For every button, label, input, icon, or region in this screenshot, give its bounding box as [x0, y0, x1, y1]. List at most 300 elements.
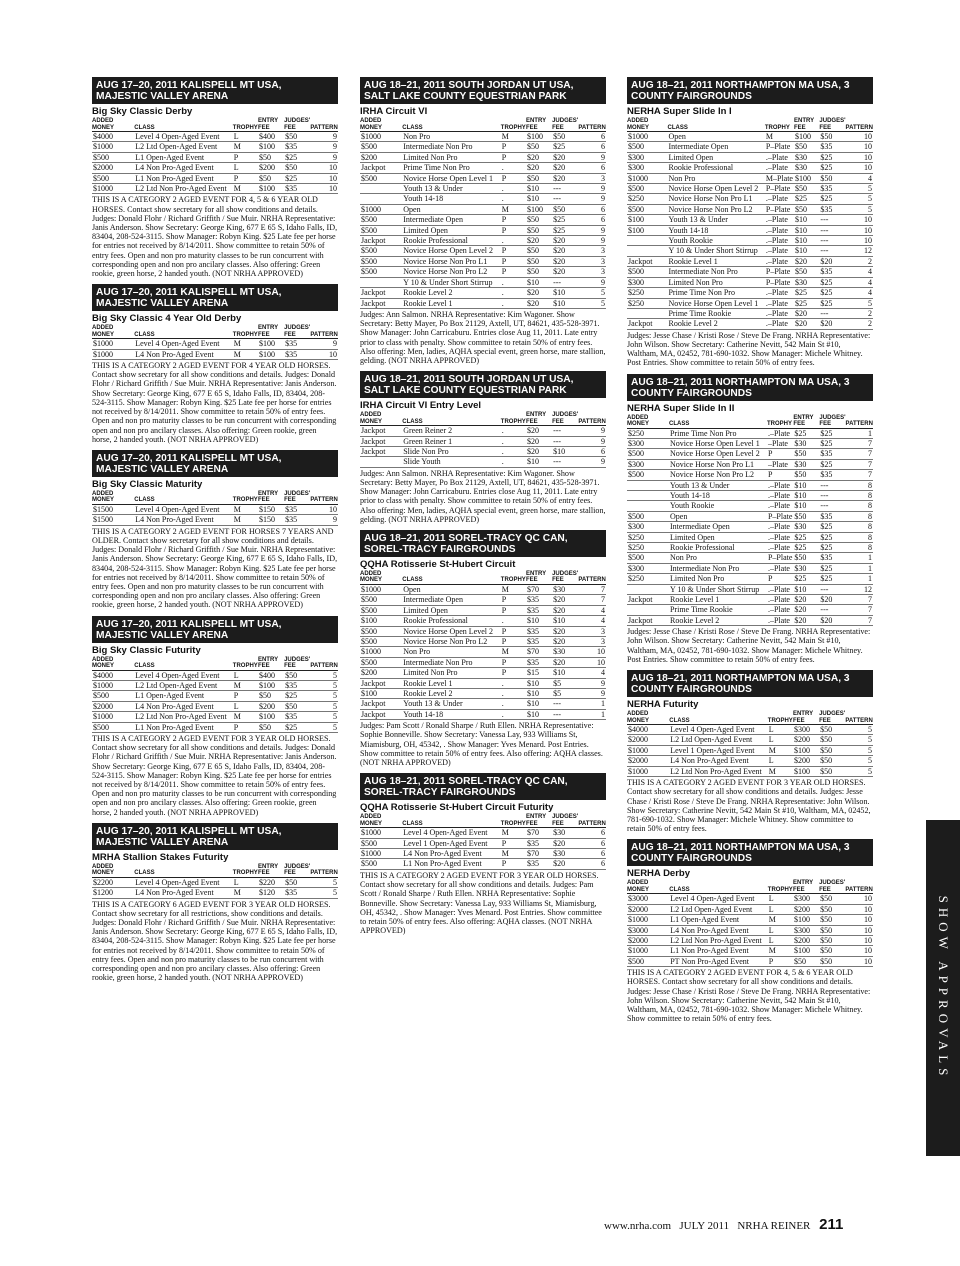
trophy-cell: .–Plate: [765, 194, 794, 204]
entry-fee-header-text: ENTRY: [257, 325, 279, 332]
table-row: [627, 563, 873, 573]
entry-fee-cell: $200: [258, 701, 284, 711]
class-header-text: CLASS: [134, 870, 155, 877]
pattern-cell: 9: [310, 515, 338, 525]
header-row: [360, 814, 606, 828]
class-cell: L4 Non Pro-Aged Event: [134, 349, 233, 359]
judges-fee-cell: $25: [819, 438, 845, 448]
side-tab-label: SHOW APPROVALS: [936, 895, 951, 1081]
pattern-cell: 9: [578, 426, 606, 436]
table-row: [627, 449, 873, 459]
added-money-cell: $500: [627, 204, 667, 214]
class-cell: Non Pro: [402, 647, 501, 657]
entry-fee-cell: $30: [793, 563, 819, 573]
table-row: [627, 470, 873, 480]
class-cell: Limited Non Pro: [402, 152, 501, 162]
added-money-cell: $1000: [360, 204, 402, 214]
table-row: [92, 339, 338, 349]
added-money-cell: Jackpot: [627, 319, 667, 329]
trophy-cell: .: [501, 426, 526, 436]
entry-fee-header-text: FEE: [792, 717, 805, 724]
class-cell: Intermediate Open: [402, 215, 501, 225]
added-money-header-text: MONEY: [92, 870, 115, 877]
show-banner: AUG 17–20, 2011 KALISPELL MT USA, MAJESTIC VALLEY ARENA: [92, 450, 338, 477]
class-cell: Y 10 & Under Short Stirrup: [669, 584, 767, 594]
added-money-header-text: ADDED: [360, 814, 382, 821]
entry-fee-cell: $10: [526, 699, 552, 709]
class-table-body: [627, 132, 873, 330]
added-money-cell: $2000: [627, 935, 669, 945]
entry-fee-cell: $200: [793, 935, 819, 945]
trophy-cell: L: [768, 925, 793, 935]
added-money-cell: $500: [360, 838, 402, 848]
pattern-cell: 5: [310, 691, 338, 701]
trophy-cell: P–Plate: [765, 267, 794, 277]
judges-fee-cell: $25: [552, 225, 578, 235]
trophy-header: [233, 491, 258, 505]
table-row: [627, 459, 873, 469]
pattern-cell: 1: [846, 553, 873, 563]
entry-fee-header-text: ENTRY: [792, 880, 814, 887]
class-cell: Slide Non Pro: [402, 446, 501, 456]
entry-fee-cell: $100: [793, 766, 819, 776]
pattern-cell: 2: [846, 256, 873, 266]
class-table-body: [360, 584, 606, 719]
header-row: [360, 571, 606, 585]
entry-fee-header-text: ENTRY: [793, 414, 814, 421]
judges-fee-header: [552, 571, 578, 585]
entry-fee-header: [526, 814, 552, 828]
added-money-cell: [627, 308, 667, 318]
class-cell: L2 Ltd Non Pro-Aged Event: [134, 184, 233, 194]
pattern-header-text: PATTERN: [578, 820, 606, 827]
trophy-cell: M: [233, 680, 258, 690]
entry-fee-cell: $35: [526, 626, 552, 636]
class-table-body: [360, 132, 606, 309]
entry-fee-header-text: ENTRY: [792, 711, 814, 718]
added-money-header-text: ADDED: [92, 325, 114, 332]
entry-fee-cell: $50: [793, 511, 819, 521]
trophy-cell: P: [501, 595, 526, 605]
entry-fee-cell: $200: [793, 904, 819, 914]
table-row: [360, 194, 606, 204]
added-money-cell: $250: [627, 543, 669, 553]
table-row: [360, 288, 606, 298]
added-money-cell: $500: [627, 511, 669, 521]
pattern-cell: 5: [846, 194, 873, 204]
class-table-body: [627, 725, 873, 777]
entry-fee-header: [526, 412, 552, 426]
header-row: [92, 491, 338, 505]
entry-fee-header-text: FEE: [793, 124, 806, 131]
pattern-cell: 5: [845, 725, 873, 735]
trophy-cell: M: [501, 132, 526, 142]
judges-fee-cell: $35: [819, 142, 845, 152]
added-money-header-text: ADDED: [92, 490, 114, 497]
added-money-cell: $1500: [92, 504, 134, 514]
entry-fee-cell: $70: [526, 584, 552, 594]
class-cell: Open: [667, 132, 764, 142]
pattern-cell: 9: [578, 689, 606, 699]
trophy-cell: –Plate: [767, 459, 793, 469]
added-money-cell: Jackpot: [360, 436, 402, 446]
class-cell: L2 Ltd Non Pro-Aged Event: [669, 766, 768, 776]
judges-fee-cell: $20: [552, 246, 578, 256]
trophy-cell: L: [768, 904, 793, 914]
trophy-header: [768, 880, 793, 894]
pattern-cell: 7: [846, 595, 873, 605]
pattern-cell: 8: [846, 501, 873, 511]
added-money-cell: Jackpot: [360, 699, 402, 709]
added-money-header-text: ADDED: [92, 863, 114, 870]
entry-fee-cell: $50: [793, 956, 819, 966]
entry-fee-cell: $20: [526, 436, 552, 446]
class-cell: Limited Open: [667, 152, 764, 162]
trophy-cell: M: [765, 132, 794, 142]
judges-fee-cell: $25: [819, 194, 845, 204]
pattern-cell: 4: [578, 605, 606, 615]
entry-fee-cell: $50: [526, 246, 552, 256]
pattern-cell: 5: [310, 888, 338, 898]
trophy-cell: .–Plate: [767, 490, 793, 500]
class-table-head: [92, 325, 338, 339]
entry-fee-cell: $50: [793, 553, 819, 563]
added-money-header: [360, 412, 402, 426]
pattern-cell: 7: [578, 584, 606, 594]
trophy-cell: P: [767, 574, 793, 584]
added-money-cell: [627, 501, 669, 511]
table-row: [92, 680, 338, 690]
pattern-cell: 2: [846, 308, 873, 318]
trophy-cell: P: [501, 605, 526, 615]
judges-fee-cell: $30: [552, 828, 578, 838]
table-row: [627, 184, 873, 194]
trophy-cell: M: [233, 712, 258, 722]
show-section: [92, 284, 338, 444]
class-cell: L2 Ltd Open-Aged Event: [134, 142, 233, 152]
trophy-cell: .–Plate: [767, 428, 793, 438]
pattern-cell: 5: [310, 877, 338, 887]
added-money-cell: Jackpot: [360, 678, 402, 688]
table-row: [627, 956, 873, 966]
class-title: IRHA Circuit VI Entry Level: [360, 400, 482, 412]
class-header: [402, 412, 501, 426]
added-money-header: [92, 864, 134, 878]
table-row: [627, 605, 873, 615]
added-money-cell: $100: [360, 689, 402, 699]
judges-fee-header-text: FEE: [284, 124, 296, 131]
added-money-cell: [627, 605, 669, 615]
judges-fee-cell: $25: [819, 532, 845, 542]
table-row: [627, 428, 873, 438]
class-table: [92, 325, 338, 360]
trophy-cell: P: [501, 657, 526, 667]
added-money-cell: [360, 184, 402, 194]
entry-fee-cell: $25: [793, 428, 819, 438]
judges-fee-cell: $5: [552, 678, 578, 688]
judges-fee-header-text: JUDGES': [819, 880, 846, 887]
trophy-cell: M–Plate: [765, 173, 793, 183]
class-cell: Novice Horse Non Pro L2: [402, 267, 501, 277]
table-row: [92, 670, 338, 680]
table-row: [627, 163, 873, 173]
trophy-cell: .: [501, 277, 526, 287]
class-header-text: CLASS: [134, 497, 155, 504]
table-row: [627, 215, 873, 225]
pattern-cell: 10: [846, 132, 873, 142]
entry-fee-cell: $20: [526, 152, 552, 162]
entry-fee-header: [793, 711, 819, 725]
judges-fee-cell: $20: [552, 152, 578, 162]
added-money-cell: $300: [627, 459, 669, 469]
trophy-cell: .–Plate: [765, 308, 794, 318]
judges-fee-header-text: JUDGES': [819, 711, 846, 718]
judges-fee-cell: $50: [819, 173, 845, 183]
added-money-header: [360, 571, 402, 585]
pattern-cell: 6: [578, 215, 606, 225]
judges-fee-cell: $50: [819, 756, 845, 766]
judges-fee-cell: $25: [819, 574, 845, 584]
footer-magazine: NRHA REINER: [737, 1220, 811, 1232]
judges-fee-cell: $50: [284, 701, 310, 711]
judges-fee-cell: $25: [552, 142, 578, 152]
entry-fee-cell: $400: [258, 132, 284, 142]
entry-fee-cell: $50: [526, 142, 552, 152]
trophy-cell: .–Plate: [767, 532, 793, 542]
entry-fee-cell: $30: [793, 459, 819, 469]
table-row: [627, 142, 873, 152]
judges-fee-cell: $35: [284, 184, 310, 194]
pattern-cell: 5: [310, 670, 338, 680]
table-row: [627, 490, 873, 500]
header-row: [627, 880, 873, 894]
table-row: [360, 859, 606, 869]
judges-fee-cell: $50: [819, 956, 845, 966]
table-row: [627, 553, 873, 563]
entry-fee-header-text: FEE: [257, 663, 270, 670]
judges-fee-cell: $35: [284, 142, 310, 152]
class-cell: Rookie Professional: [667, 163, 764, 173]
judges-fee-header: [552, 814, 578, 828]
trophy-cell: M: [501, 647, 526, 657]
table-row: [627, 925, 873, 935]
pattern-header: [310, 325, 338, 339]
pattern-cell: 5: [845, 766, 873, 776]
trophy-cell: L: [768, 894, 793, 904]
table-row: [627, 246, 873, 256]
added-money-cell: $500: [627, 470, 669, 480]
pattern-cell: 5: [845, 745, 873, 755]
class-cell: L1 Open-Aged Event: [669, 915, 768, 925]
section-note: THIS IS A CATEGORY 2 AGED EVENT FOR HORSES 7 YEARS AND OLDER. Contact show secretary for all show conditions and details. Judges: Donald Flohr / Richard Griffith / Sue Muir. NRHA Representative: Janis Anderson. Show Secretary: George King, 677 E 65 S, Idaho Falls, ID, 83404, 208-524-3115. Show Manager: Robyn King. $25 Late fee per horse for entries not received by 8/14/2011. Show committee to retain 50% of entry fees. Open and non pro maturity classes to be run concurrent with corresponding open and non pro ancilary classes. Also offering: Green rookie, green horse, 2 handed youth. (NOT NRHA APPROVED): [92, 526, 338, 610]
class-cell: Level 4 Open-Aged Event: [134, 339, 233, 349]
class-cell: Youth 13 & Under: [402, 699, 501, 709]
class-cell: Non Pro: [667, 173, 764, 183]
class-cell: Rookie Professional: [669, 543, 767, 553]
added-money-header-text: MONEY: [627, 886, 650, 893]
added-money-cell: Jackpot: [360, 709, 402, 719]
class-cell: Novice Horse Open Level 1: [402, 173, 501, 183]
class-cell: Youth 14-18: [669, 490, 767, 500]
class-header: [134, 491, 233, 505]
pattern-cell: 10: [578, 657, 606, 667]
judges-fee-cell: $25: [819, 563, 845, 573]
entry-fee-header-text: ENTRY: [525, 814, 547, 821]
table-row: [627, 236, 873, 246]
entry-fee-header-text: ENTRY: [257, 656, 279, 663]
table-row: [627, 132, 873, 142]
pattern-cell: 5: [578, 288, 606, 298]
judges-fee-cell: $20: [552, 173, 578, 183]
class-cell: Intermediate Non Pro: [669, 563, 767, 573]
class-cell: L1 Non Pro-Aged Event: [402, 859, 501, 869]
added-money-cell: $500: [360, 256, 402, 266]
entry-fee-header-text: FEE: [525, 820, 538, 827]
entry-fee-cell: $50: [258, 691, 284, 701]
pattern-header: [310, 491, 338, 505]
trophy-cell: .–Plate: [767, 480, 793, 490]
show-section: [360, 371, 606, 524]
pattern-cell: 6: [578, 849, 606, 859]
class-cell: Novice Horse Non Pro L2: [669, 470, 767, 480]
trophy-cell: M: [501, 828, 526, 838]
entry-fee-header: [794, 118, 819, 132]
table-row: [360, 246, 606, 256]
added-money-header-text: MONEY: [627, 421, 650, 428]
table-row: [360, 457, 606, 467]
entry-fee-cell: $50: [526, 173, 552, 183]
table-row: [627, 298, 873, 308]
added-money-cell: $200: [360, 152, 402, 162]
judges-fee-header-text: JUDGES': [284, 490, 311, 497]
entry-fee-cell: $50: [794, 267, 819, 277]
trophy-cell: .: [501, 184, 526, 194]
trophy-cell: M: [501, 204, 526, 214]
judges-fee-cell: $5: [552, 689, 578, 699]
entry-fee-cell: $25: [794, 194, 819, 204]
class-cell: Novice Horse Non Pro L1: [402, 256, 501, 266]
judges-fee-cell: $25: [284, 173, 310, 183]
table-row: [92, 877, 338, 887]
added-money-cell: $100: [627, 215, 667, 225]
entry-fee-cell: $300: [793, 725, 819, 735]
class-cell: Intermediate Open: [402, 595, 501, 605]
added-money-cell: $500: [360, 215, 402, 225]
entry-fee-cell: $70: [526, 828, 552, 838]
added-money-cell: $500: [360, 605, 402, 615]
pattern-cell: 7: [846, 615, 873, 625]
table-row: [92, 173, 338, 183]
entry-fee-cell: $50: [793, 470, 819, 480]
show-banner: AUG 18–21, 2011 NORTHAMPTON MA USA, 3 COUNTY FAIRGROUNDS: [627, 670, 873, 697]
judges-fee-cell: $35: [819, 553, 845, 563]
entry-fee-cell: $200: [258, 163, 284, 173]
class-cell: L2 Ltd Non Pro-Aged Event: [134, 712, 233, 722]
class-cell: L1 Non Pro-Aged Event: [134, 173, 233, 183]
trophy-cell: M: [233, 339, 258, 349]
trophy-cell: L: [233, 701, 258, 711]
added-money-cell: $500: [627, 449, 669, 459]
trophy-cell: P: [501, 173, 526, 183]
table-row: [360, 605, 606, 615]
pattern-cell: 9: [578, 225, 606, 235]
pattern-cell: 7: [846, 605, 873, 615]
added-money-cell: $500: [92, 152, 134, 162]
class-cell: Novice Horse Open Level 1: [669, 438, 767, 448]
table-row: [360, 647, 606, 657]
class-header: [669, 711, 768, 725]
trophy-cell: .–Plate: [767, 615, 793, 625]
judges-fee-cell: $20: [552, 637, 578, 647]
added-money-cell: Jackpot: [360, 288, 402, 298]
header-row: [360, 118, 606, 132]
added-money-header: [92, 118, 134, 132]
column-right: [627, 77, 873, 1025]
entry-fee-cell: $10: [794, 215, 819, 225]
class-table: [627, 118, 873, 330]
column-middle: [360, 77, 606, 937]
class-table-head: [92, 657, 338, 671]
trophy-cell: M: [233, 349, 258, 359]
added-money-cell: $500: [92, 722, 134, 732]
added-money-cell: $300: [627, 152, 667, 162]
pattern-cell: 6: [578, 446, 606, 456]
trophy-cell: P: [501, 668, 526, 678]
judges-fee-cell: $20: [819, 615, 845, 625]
class-table-body: [92, 339, 338, 360]
trophy-header: [501, 571, 526, 585]
added-money-cell: [360, 194, 402, 204]
added-money-cell: $500: [360, 142, 402, 152]
judges-fee-cell: $20: [552, 267, 578, 277]
pattern-cell: 6: [578, 859, 606, 869]
trophy-cell: .–Plate: [767, 543, 793, 553]
entry-fee-header: [258, 657, 284, 671]
table-row: [360, 828, 606, 838]
class-header: [669, 415, 767, 429]
class-cell: L1 Non Pro-Aged Event: [134, 722, 233, 732]
table-row: [92, 184, 338, 194]
show-section: [92, 823, 338, 983]
judges-fee-cell: $25: [819, 298, 845, 308]
judges-fee-header-text: FEE: [284, 663, 296, 670]
class-title: IRHA Circuit VI: [360, 106, 428, 117]
added-money-cell: Jackpot: [360, 236, 402, 246]
judges-fee-cell: $50: [819, 132, 845, 142]
class-cell: Novice Horse Open Level 2: [669, 449, 767, 459]
trophy-cell: .–Plate: [767, 605, 793, 615]
class-table-head: [360, 814, 606, 828]
judges-fee-cell: $20: [552, 859, 578, 869]
pattern-cell: 7: [846, 449, 873, 459]
table-row: [627, 894, 873, 904]
entry-fee-cell: $50: [526, 225, 552, 235]
added-money-cell: Jackpot: [627, 595, 669, 605]
table-row: [360, 626, 606, 636]
entry-fee-cell: $100: [794, 132, 819, 142]
trophy-cell: P: [233, 173, 258, 183]
show-banner: AUG 18–21, 2011 SOUTH JORDAN UT USA, SALT LAKE COUNTY EQUESTRIAN PARK: [360, 371, 606, 398]
judges-fee-header-text: FEE: [284, 331, 296, 338]
class-cell: Youth 13 & Under: [669, 480, 767, 490]
class-cell: Rookie Level 1: [669, 595, 767, 605]
pattern-cell: 3: [578, 246, 606, 256]
added-money-header-text: MONEY: [92, 663, 115, 670]
judges-fee-cell: ---: [552, 426, 578, 436]
judges-fee-cell: ---: [552, 699, 578, 709]
trophy-cell: P–Plate: [765, 204, 794, 214]
table-row: [360, 298, 606, 308]
